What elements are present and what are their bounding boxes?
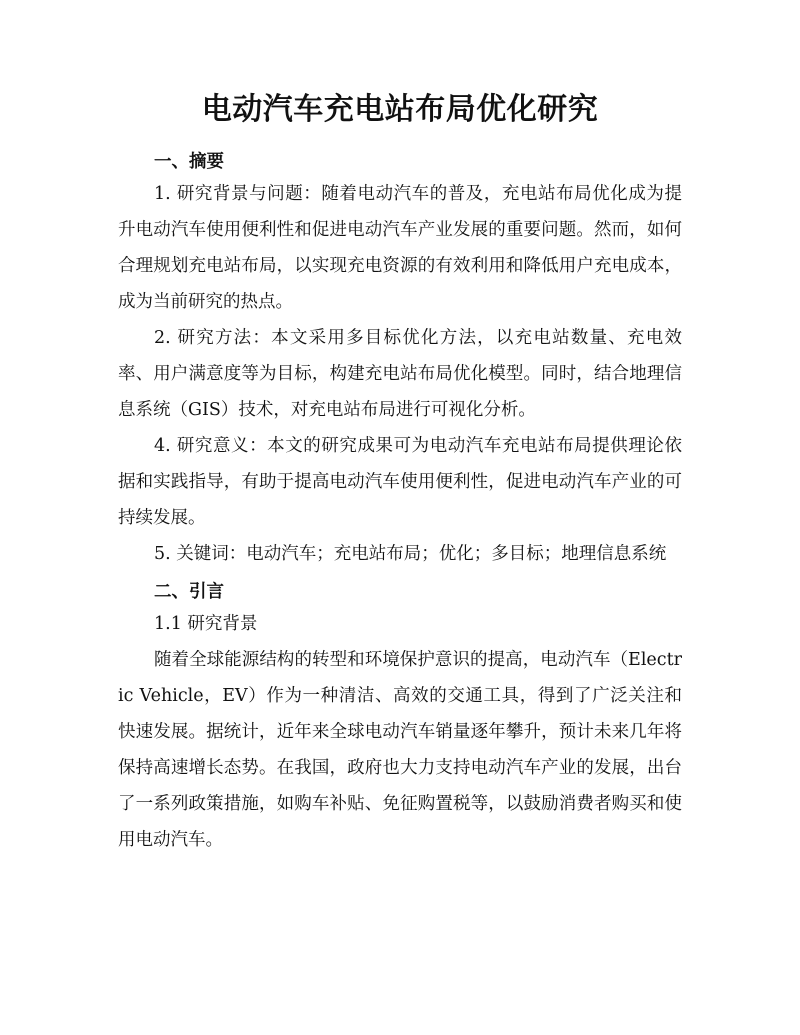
abstract-paragraph-background: 1. 研究背景与问题：随着电动汽车的普及，充电站布局优化成为提升电动汽车使用便利性和促进电动汽车产业发展的重要问题。然而，如何合理规划充电站布局，以实现充电资源的有效利用和降低用户充电成本，成为当前研究的热点。: [118, 184, 682, 312]
abstract-paragraph-keywords: 5. 关键词：电动汽车；充电站布局；优化；多目标；地理信息系统: [154, 544, 667, 564]
abstract-paragraph-significance: 4. 研究意义：本文的研究成果可为电动汽车充电站布局提供理论依据和实践指导，有助于提高电动汽车使用便利性，促进电动汽车产业的可持续发展。: [118, 436, 682, 528]
abstract-paragraph-method: 2. 研究方法：本文采用多目标优化方法，以充电站数量、充电效率、用户满意度等为目标，构建充电站布局优化模型。同时，结合地理信息系统（GIS）技术，对充电站布局进行可视化分析。: [118, 328, 682, 420]
introduction-paragraph: 随着全球能源结构的转型和环境保护意识的提高，电动汽车（Electric Vehicle，EV）作为一种清洁、高效的交通工具，得到了广泛关注和快速发展。据统计，近年来全球电动汽车销量逐年攀升，预计未来几年将保持高速增长态势。在我国，政府也大力支持电动汽车产业的发展，出台了一系列政策措施，如购车补贴、免征购置税等，以鼓励消费者购买和使用电动汽车。: [118, 650, 682, 850]
section-heading-abstract: 一、摘要: [154, 152, 224, 172]
section-heading-introduction: 二、引言: [154, 582, 224, 602]
document-title: 电动汽车充电站布局优化研究: [201, 92, 599, 127]
subsection-heading-background: 1.1 研究背景: [154, 614, 258, 634]
